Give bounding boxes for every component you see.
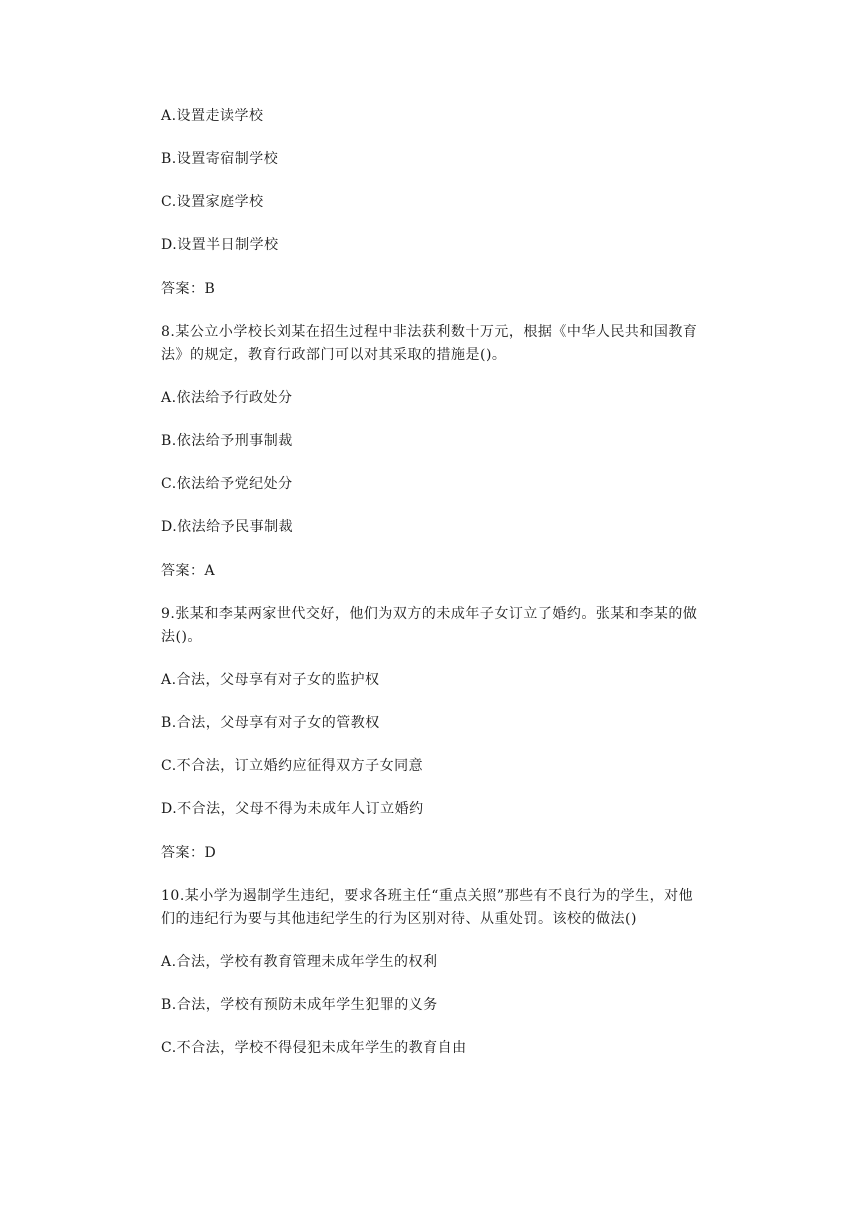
q8-stem-line2: 法》的规定，教育行政部门可以对其采取的措施是()。 [161,347,507,363]
q10-option-b: B.合法，学校有预防未成年学生犯罪的义务 [161,997,438,1013]
q10-stem-line2: 们的违纪行为要与其他违纪学生的行为区别对待、从重处罚。该校的做法() [161,911,637,927]
q9-option-d: D.不合法，父母不得为未成年人订立婚约 [161,801,424,817]
q7-option-d: D.设置半日制学校 [161,237,279,253]
q7-option-b: B.设置寄宿制学校 [161,151,279,167]
q8-option-c: C.依法给予党纪处分 [161,476,293,492]
q9-stem-line2: 法()。 [161,629,202,645]
q8-option-b: B.依法给予刑事制裁 [161,433,293,449]
q10-option-c: C.不合法，学校不得侵犯未成年学生的教育自由 [161,1040,467,1056]
q8-answer: 答案：A [161,563,216,579]
q10-option-a: A.合法，学校有教育管理未成年学生的权利 [161,954,438,970]
q7-answer: 答案：B [161,281,216,297]
q9-option-b: B.合法，父母享有对子女的管教权 [161,715,380,731]
q8-option-d: D.依法给予民事制裁 [161,519,294,535]
q9-option-c: C.不合法，订立婚约应征得双方子女同意 [161,758,424,774]
q9-answer: 答案：D [161,845,217,861]
q8-stem-line1: 8.某公立小学校长刘某在招生过程中非法获利数十万元，根据《中华人民共和国教育 [161,324,698,340]
q9-option-a: A.合法，父母享有对子女的监护权 [161,672,380,688]
q8-option-a: A.依法给予行政处分 [161,390,293,406]
q7-option-c: C.设置家庭学校 [161,194,264,210]
q7-option-a: A.设置走读学校 [161,108,264,124]
q9-stem-line1: 9.张某和李某两家世代交好，他们为双方的未成年子女订立了婚约。张某和李某的做 [161,606,698,622]
q10-stem-line1: 10.某小学为遏制学生违纪，要求各班主任“重点关照”那些有不良行为的学生，对他 [161,888,694,904]
